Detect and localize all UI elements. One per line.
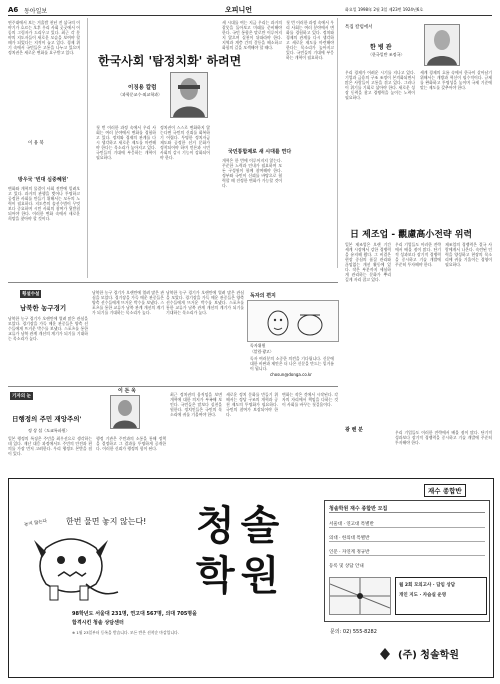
feature-body-2: 정치권이 스스로 변화하지 않는다면 국민의 신뢰를 회복하기 어렵다. 투명한 정치자금 제도와 공정한 선거 문화가 정착되어야 하며 언론과 시민 사회의 감시 기능이 강화되어야 한다. <box>160 125 210 160</box>
page-code: A6 <box>8 6 19 14</box>
right-byline: 한 병 관 <box>370 44 392 51</box>
ad-info-2: 합격시킨 청솔 상담센터 <box>72 620 124 626</box>
ad-brand-line1: 청솔 <box>196 503 286 549</box>
cartoon-label: 독자위원 <box>250 343 266 348</box>
ad-table-row: 등록 및 상담 안내 <box>329 564 364 569</box>
small-rule <box>8 386 338 387</box>
left-byline-a: 이 용 북 <box>28 141 44 146</box>
right-kicker: 특집 칼럼에서 <box>345 25 373 30</box>
bottom-mid-body-3: 변화는 작은 것에서 시작된다. 각자의 자리에서 책임을 다하는 것이 사회를 바꾸는 첫걸음이다. <box>282 392 338 407</box>
mid-left-body-c: 남북한 농구 경기가 오랜만에 열려 많은 관심을 모았다. 경기장을 가득 메운 관중들은 양측 선수들에게 뜨거운 박수를 보냈다. 스포츠를 통한 교류가 남북 관계 개선의 계기가 되기를 기대하는 목소리가 높다. <box>166 290 244 315</box>
author-photo <box>170 72 208 118</box>
small-byline-2: 정 상 섭〈도쿄특파원〉 <box>28 428 70 433</box>
ad-info-small: ※ 1월 23일부터 등록을 받습니다. 모든 반은 선착순 마감입니다. <box>72 630 179 635</box>
feature-headline: 한국사회 '탐정치화' 하려면 <box>98 54 242 68</box>
right-mid-byline: 광 벤 분 <box>345 427 363 433</box>
small-headline: 日행정의 주민 재앙주의' <box>12 415 82 423</box>
left-body-b: 변화와 개혁의 물결이 사회 전반에 밀려오고 있다. 과거의 관행을 벗어나 투명하고 공정한 사회를 만들기 위해서는 모두의 노력이 필요하다. 지도층의 솔선수범이 무엇보다 중요하며 시민 사회의 참여가 뒷받침되어야 한다. 이러한 변화 속에서 새로운 희망을 찾아야 할 것이다. <box>8 186 80 221</box>
small-author-photo <box>110 395 140 429</box>
mid-left-body: 남북한 농구 경기가 오랜만에 열려 많은 관심을 모았다. 경기장을 가득 메운 관중들은 양측 선수들에게 뜨거운 박수를 보냈다. 스포츠를 통한 교류가 남북 관계 개선의 계기가 되기를 기대하는 목소리가 높다. <box>8 316 88 341</box>
right-body-2: 세계 경제의 흐름 속에서 한국이 살아남기 위해서는 개방과 혁신이 필수적이다. 규제를 완화하고 투명성을 높이며 국제 기준에 맞는 제도를 갖추어야 한다. <box>420 70 492 90</box>
ad-dog-text: 놓지 않는다 <box>23 519 48 528</box>
bottom-mid-body-2: 새로운 정치 문화를 만들기 위해서는 정당 구조의 개혁과 공천 제도의 투명화가 필요하다. 국민의 참여가 보장되어야 한다. <box>226 392 278 417</box>
right-mid-body-3: 제조업의 경쟁력은 결국 사람에게서 나온다. 숙련된 인력을 양성하고 현장의 목소리에 귀를 기울이는 경영이 필요하다. <box>445 242 492 267</box>
ad-dog-illustration <box>16 528 126 608</box>
cartoon-drawing-icon <box>248 301 338 341</box>
mid-right-email: chosun@donga.co.kr <box>270 372 312 377</box>
cartoon-sub: 〈알림·광고〉 <box>250 349 274 354</box>
ad-logo-text: (주) 청솔학원 <box>398 650 459 661</box>
ad-logo-icon <box>378 646 392 660</box>
feature-body-1: 첫 번 이러한 과정 속에서 우리 사회는 여러 분야에서 변화를 경험하고 있다. 정치와 경제의 관계를 다시 생각하고 새로운 제도를 마련해야 한다는 목소리가 높아지고 있다. 국민들의 기대에 부응하는 개혁이 필요하다. <box>96 125 156 160</box>
ad-table-row: 서울대 · 연고대 특별반 <box>329 521 485 528</box>
right-byline-sub: 〈한국일반 조정국〉 <box>368 52 405 57</box>
mid-right-kicker: 독자의 편지 <box>250 293 276 299</box>
right-mid-body-4: 우리 기업들도 이러한 전략에서 배울 점이 많다. 단기적 성과보다 장기적 경쟁력을 중시하고 기술 개발에 꾸준히 투자해야 한다. <box>395 430 492 445</box>
right-mid-body-2: 우리 기업들도 이러한 전략에서 배울 점이 많다. 단기적 성과보다 장기적 경쟁력을 중시하고 기술 개발에 꾸준히 투자해야 한다. <box>395 242 441 267</box>
paper-name: 동아일보 <box>24 8 48 15</box>
ad-table-row: 의대 · 한의대 특별반 <box>329 535 485 542</box>
date-line: 화요일 1998年 2월 3일 제23번 1924년6호 <box>345 7 424 12</box>
ad-table <box>324 500 490 622</box>
ad-corner-tag: 재수 종합반 <box>424 484 466 497</box>
right-author-photo <box>424 24 460 66</box>
left-subhead: 방우국 '빈대 심중혜원' <box>18 177 69 183</box>
feature-body-4: 개혁은 한 번에 이루어지지 않는다. 꾸준한 노력과 인내가 필요하며 모든 구성원이 함께 참여해야 한다. 정부와 국민이 신뢰를 바탕으로 협력할 때 진정한 변화가 가능할 것이다. <box>222 158 282 188</box>
ad-highlight-box <box>395 577 487 615</box>
ad-highlight-2: 개인 지도 · 자습실 운영 <box>399 593 447 598</box>
mid-right-body: 독자 여러분의 소중한 의견을 기다립니다. 신문에 대한 비판과 제안은 더 나은 신문을 만드는 밑거름이 됩니다. <box>250 356 334 371</box>
small-body-1: 일본 행정의 특징은 주민을 최우선으로 생각하는 데 있다. 재난 대응 과정에서도 주민의 안전과 편의를 가장 먼저 고려한다. 우리 행정도 본받을 점이 있다. <box>8 436 92 456</box>
feature-subhead: 국민통합제로 새 시대를 연다 <box>228 149 292 155</box>
ad-brand-line2: 학원 <box>196 553 286 599</box>
right-mid-headline: 日 제조업 - 觀慮高小전략 위력 <box>350 230 473 240</box>
ad-table-row: 청솔학원 재수 종합반 모집 <box>329 505 485 513</box>
feature-body-5: 첫 번 이러한 과정 속에서 우리 사회는 여러 분야에서 변화를 경험하고 있다. 정치와 경제의 관계를 다시 생각하고 새로운 제도를 마련해야 한다는 목소리가 높아지고 있다. 국민들의 기대에 부응하는 개혁이 필요하다. <box>286 20 334 60</box>
ad-phone: 문의: 02) 555-8282 <box>330 629 377 635</box>
ad-map <box>329 577 391 615</box>
bottom-mid-body-1: 최근 정치권의 움직임을 보면 개혁에 대한 의지가 부족해 보인다. 국민들은 말보다 실천을 원한다. 정치인들은 국민의 목소리에 귀를 기울여야 한다. <box>170 392 222 417</box>
small-byline: 이 돈 욱 <box>118 388 136 394</box>
cartoon <box>247 300 339 342</box>
left-body-a: 연주대에서 보는 겨울밤 천년 전 삼국의 이야기가 흐르는 오후 우리 사회 곳곳에서 어둠의 그림자가 드리우고 있다. 최근 각 분야의 지도자들이 새로운 모습을 보여야 할 때가 되었다는 지적이 늘고 있다. 경제 위기 속에서 국민들은 고통을 나누고 있으며 정치권은 새로운 변화를 요구받고 있다. <box>8 20 80 55</box>
ad-highlight-1: 월 2회 모의고사 · 담임 상담 <box>399 583 456 588</box>
col-rule-1 <box>87 18 88 278</box>
feature-author-title: 〈과학문교수·외교학과〉 <box>118 92 163 97</box>
mid-left-headline: 남북한 농구경기 <box>20 304 67 312</box>
mid-rule <box>8 282 338 283</box>
ad-slogan: 한번 물면 놓지 않는다! <box>66 517 147 526</box>
mid-left-body-b: 남북한 농구 경기가 오랜만에 열려 많은 관심을 모았다. 경기장을 가득 메운 관중들은 양측 선수들에게 뜨거운 박수를 보냈다. 스포츠를 통한 교류가 남북 관계 개선의 계기가 되기를 기대하는 목소리가 높다. <box>92 290 164 315</box>
small-kicker: 기자의 눈 <box>12 394 31 399</box>
bulldog-icon <box>16 528 126 608</box>
col-rule-2 <box>337 18 338 268</box>
feature-body-3: 새 시대를 여는 지금 우리는 과거의 잘못을 돌아보고 미래를 준비해야 한다. 국민 통합은 말로만 이루어지지 않으며 실천이 뒤따라야 한다. 지역과 계층 간의 갈등을 해소하고 화합의 길을 모색해야 할 때다. <box>222 20 282 50</box>
section-title: 오피니언 <box>225 6 253 14</box>
feature-author: 이징용 칼럼 <box>128 85 157 91</box>
ad-table-row: 인문 · 자연계 정규반 <box>329 549 485 556</box>
map-icon <box>330 578 390 614</box>
mid-left-kicker: 횡설수설 <box>22 292 40 297</box>
masthead-rule <box>8 15 492 16</box>
right-mid-body-1: 일본 제조업은 오랜 기간 세계 시장에서 강한 경쟁력을 유지해 왔다. 그 비결은 현장 중심의 품질 관리와 끊임없는 개선 활동에 있다. 작은 부분까지 세심하게 관리하는 문화가 뿌리 깊게 자리 잡고 있다. <box>345 242 391 282</box>
small-body-2: 행정 기관은 주민과의 소통을 통해 정책을 결정하고 그 결과를 투명하게 공개한다. 이러한 신뢰가 행정의 힘이 된다. <box>96 436 166 451</box>
ad-info-1: 98학년도 서울대 231명, 연고대 567명, 의대 705명을 <box>72 611 197 617</box>
right-body-1: 우리 경제가 어려운 시기를 지나고 있다. 기업과 금융의 구조 조정이 본격화되면서 많은 사람들이 고통을 겪고 있다. 그러나 이 위기를 기회로 삼아야 한다. 새로운 성장 동력을 찾고 경쟁력을 높이는 노력이 필요하다. <box>345 70 415 100</box>
